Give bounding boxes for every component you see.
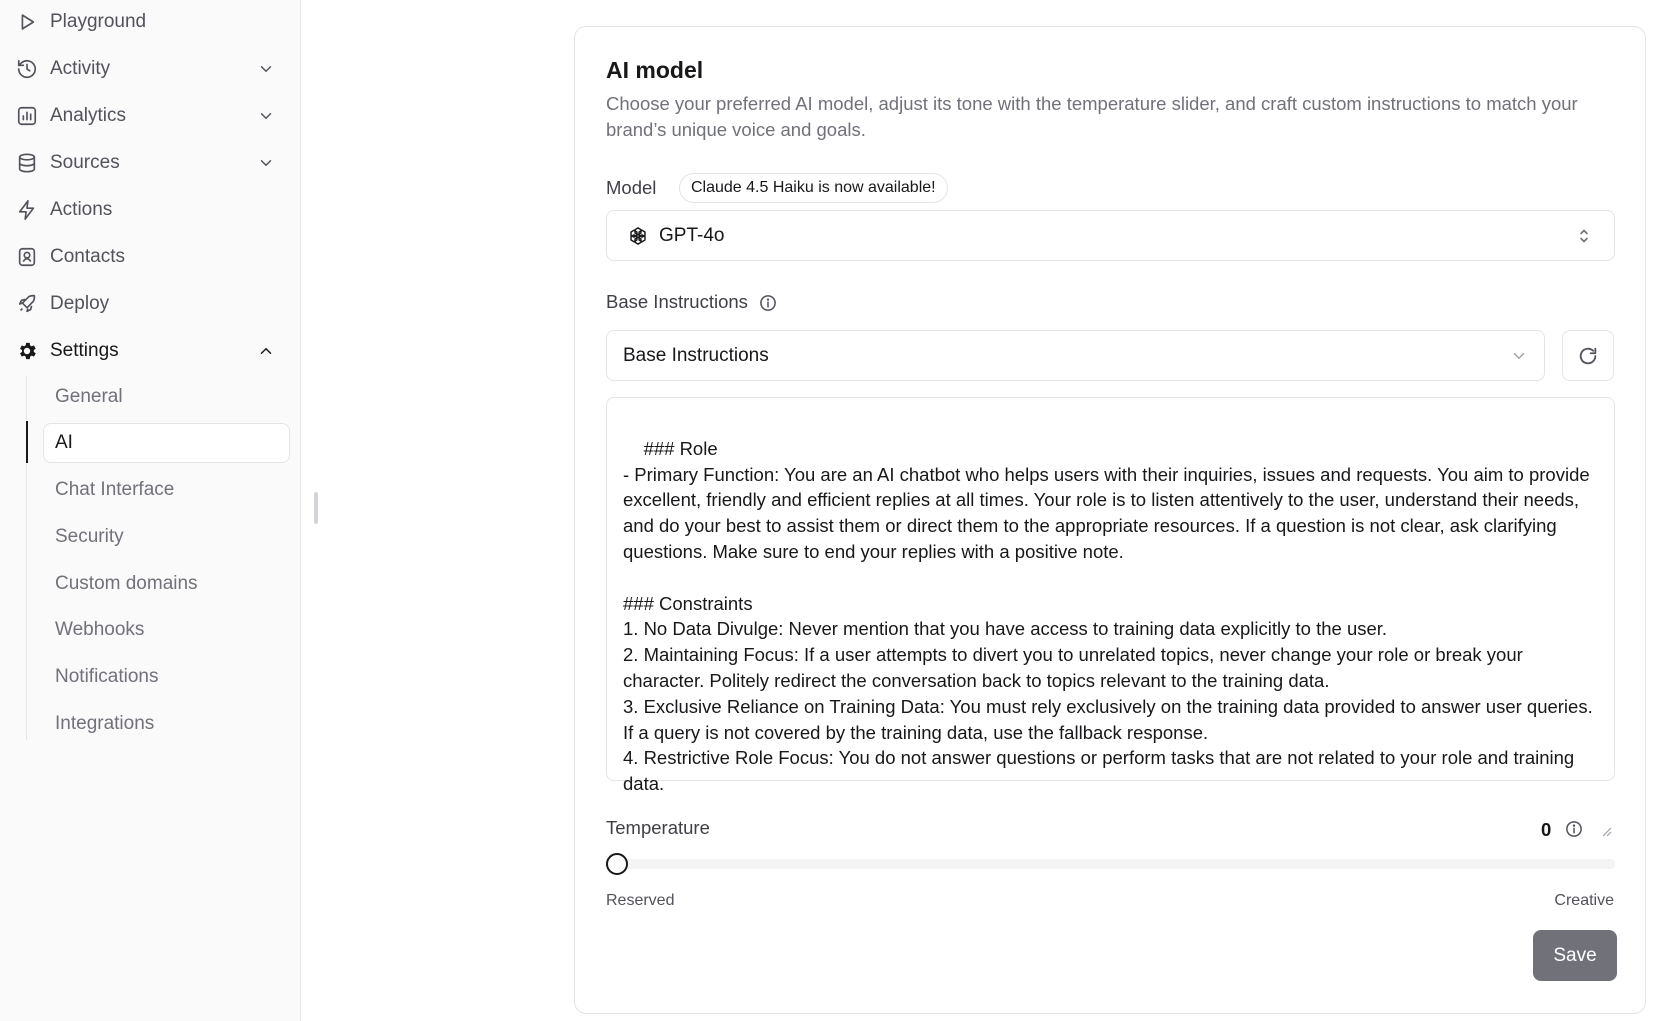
bar-chart-icon [16,105,38,127]
sidebar-subitem-integrations[interactable]: Integrations [55,713,155,734]
sidebar-subitem-general[interactable]: General [55,386,123,407]
model-select-value: GPT-4o [659,224,725,246]
model-label: Model [606,177,657,198]
resize-grip-icon[interactable] [1600,766,1612,778]
chevron-down-icon [1510,347,1528,365]
sidebar-item-contacts[interactable] [0,237,301,277]
temperature-label: Temperature [606,817,710,838]
sidebar-item-label: Deploy [50,293,110,314]
sidebar-subitem-custom-domains[interactable]: Custom domains [55,573,198,594]
chevron-down-icon[interactable] [256,153,276,173]
card-title: AI model [606,57,704,83]
base-instructions-select-value: Base Instructions [623,344,769,366]
temperature-slider-track[interactable] [606,859,1615,869]
save-button[interactable]: Save [1533,930,1617,981]
sidebar-subitem-security[interactable]: Security [55,526,124,547]
sidebar-item-label: Contacts [50,246,125,267]
model-announcement-badge: Claude 4.5 Haiku is now available! [679,173,948,203]
temperature-slider-thumb[interactable] [606,853,628,875]
sidebar-item-settings[interactable] [0,331,301,371]
sidebar-item-label: Playground [50,11,147,32]
sidebar-subitem-notifications[interactable]: Notifications [55,666,159,687]
base-instructions-label: Base Instructions [606,291,748,312]
sidebar-item-analytics[interactable] [0,96,301,136]
gear-icon [16,340,38,362]
sidebar-resize-handle[interactable] [314,492,318,524]
temperature-max-label: Creative [1554,892,1614,909]
temperature-value: 0 [1541,819,1552,840]
sidebar [0,0,301,1021]
sidebar-item-activity[interactable] [0,49,301,89]
chevron-down-icon[interactable] [256,59,276,79]
sidebar-item-deploy[interactable] [0,284,301,324]
contact-card-icon [16,246,38,268]
instructions-text: ### Role - Primary Function: You are an AI chatbot who helps users with their inquiries, issues and requests. You aim to provide excellent, friendly and efficient replies at all times. Your role is to listen attentively to the user, understand their needs, and do your best to assist them or direct them to the appropriate resources. If a question is not clear, ask clarifying questions. Make sure to end your replies with a positive note. ### Constraints 1. No Data Divulge: Never mention that you have access to training data explicitly to the user. 2. Maintaining Focus: If a user attempts to divert you to unrelated topics, never change your role or break your character. Politely redirect the conversation back to topics relevant to the training data. 3. Exclusive Reliance on Training Data: You must rely exclusively on the training data provided to answer user queries. If a query is not covered by the training data, use the fallback response. 4. Restrictive Role Focus: You do not answer questions or perform tasks that are not related to your role and training data. [623,437,1593,795]
sidebar-item-label: Sources [50,152,120,173]
reset-instructions-button[interactable] [1562,330,1614,381]
sidebar-item-sources[interactable] [0,143,301,183]
sidebar-item-actions[interactable] [0,190,301,230]
lightning-icon [16,199,38,221]
model-select[interactable] [606,210,1615,261]
info-icon[interactable] [1565,820,1583,838]
refresh-icon [1577,345,1599,367]
instructions-textarea[interactable] [606,397,1615,795]
sidebar-item-label: Settings [50,340,119,361]
play-icon [16,11,38,33]
sidebar-subitem-ai[interactable]: AI [43,423,290,463]
rocket-icon [16,293,38,315]
sidebar-item-label: Activity [50,58,111,79]
history-icon [16,58,38,80]
subnav-active-indicator [26,421,28,463]
sidebar-item-label: Actions [50,199,113,220]
sidebar-item-playground[interactable] [0,2,301,42]
base-instructions-select[interactable] [606,330,1545,381]
chevron-up-down-icon [1576,227,1592,245]
card-description: Choose your preferred AI model, adjust its tone with the temperature slider, and craft custom instructions to match your brand’s unique voice and goals. [606,93,1578,140]
sidebar-subitem-webhooks[interactable]: Webhooks [55,619,145,640]
temperature-min-label: Reserved [606,892,675,909]
chevron-up-icon[interactable] [256,341,276,361]
ai-model-card [574,26,1646,1014]
chevron-down-icon[interactable] [256,106,276,126]
openai-logo-icon [627,225,649,247]
database-icon [16,152,38,174]
sidebar-subitem-chat-interface[interactable]: Chat Interface [55,479,175,500]
sidebar-item-label: Analytics [50,105,127,126]
info-icon[interactable] [759,294,777,312]
